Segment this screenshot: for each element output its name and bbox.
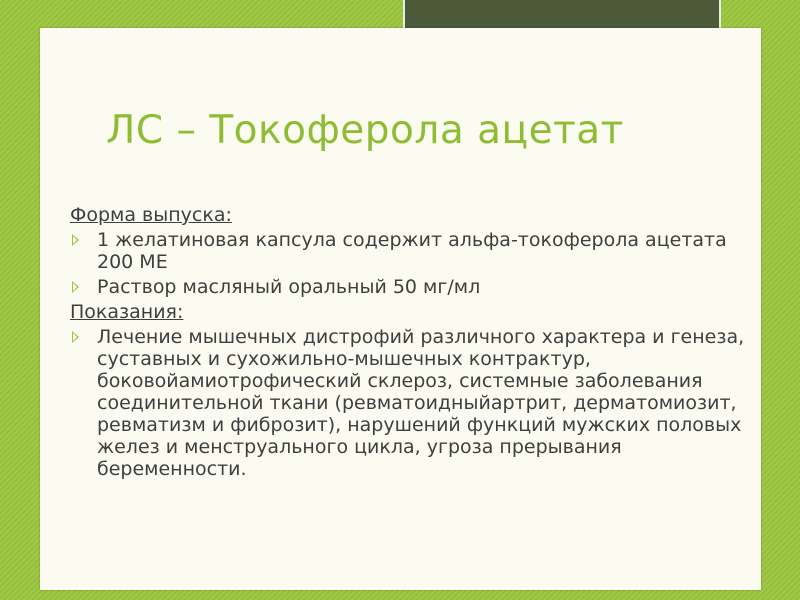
bullet-arrow-icon — [72, 234, 79, 246]
section-heading-release-form: Форма выпуска: — [70, 204, 232, 226]
bullet-text: Лечение мышечных дистрофий различного характера и генеза, суставных и сухожильно-мышечных контрактур, боковойамиотрофический склероз, системные заболевания соединительной ткани (ревматоидныйартрит, дерматомиозит, ревматизм и фиброзит), нарушений функций мужских половых желез и менструального цикла, угроза прерывания беременности. — [97, 326, 745, 480]
slide-title: ЛС – Токоферола ацетат — [106, 108, 624, 153]
bullet-capsule — [70, 229, 750, 273]
section-heading-indications: Показания: — [70, 301, 184, 323]
bullet-text: 1 желатиновая капсула содержит альфа-токоферола ацетата 200 МЕ — [97, 229, 727, 273]
bullet-text: Раствор масляный оральный 50 мг/мл — [97, 276, 481, 298]
slide-panel — [40, 28, 761, 590]
bullet-arrow-icon — [72, 281, 79, 293]
bullet-indications — [70, 326, 750, 480]
bullet-arrow-icon — [72, 331, 79, 343]
slide-content — [70, 204, 750, 483]
bullet-solution — [70, 276, 750, 298]
